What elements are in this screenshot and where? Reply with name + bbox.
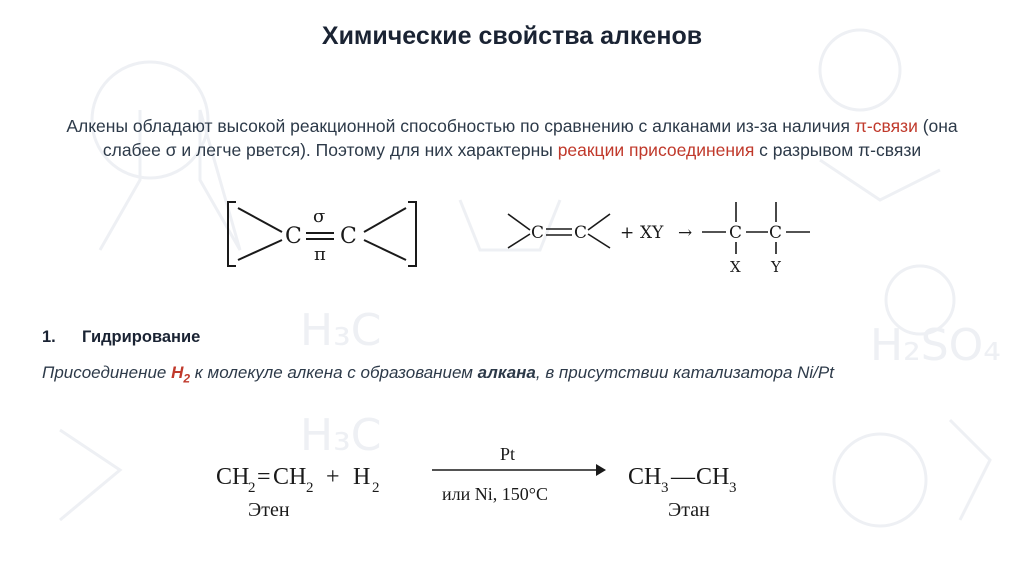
bond-atom-left: C: [285, 224, 302, 249]
product1-subscript: 3: [661, 480, 669, 496]
svg-text:H₂SO₄: H₂SO₄: [870, 320, 1001, 371]
catalyst-top: Pt: [500, 444, 516, 464]
product-atom-1: C: [729, 223, 743, 243]
pi-label: π: [314, 244, 326, 265]
intro-text-3: с разрывом π-связи: [754, 140, 922, 160]
ethane-name: Этан: [668, 499, 710, 521]
page-title: Химические свойства алкенов: [321, 22, 703, 50]
desc-text-2: к молекуле алкена с образованием: [190, 363, 478, 382]
reaction-atom-1: C: [531, 223, 545, 243]
section-heading: [42, 328, 200, 347]
svg-text:H₃C: H₃C: [300, 305, 382, 356]
hydrogenation-equation: [210, 440, 790, 540]
hydrogenation-description: [42, 362, 902, 389]
reaction-arrow-head: [596, 464, 606, 476]
product-bond: —: [671, 464, 695, 490]
reactant1-ch: CH: [216, 464, 250, 490]
reactant2-h: H: [353, 464, 371, 490]
intro-text-2: (она слабее σ и легче рвется). Поэтому для них характерны: [102, 116, 958, 160]
desc-text-1: Присоединение: [42, 363, 172, 382]
catalyst-bottom: или Ni, 150°C: [442, 484, 548, 504]
double-bond-scheme: [222, 198, 422, 270]
product2-subscript: 3: [729, 480, 737, 496]
reactant1b-ch: CH: [273, 464, 307, 490]
hydrogen-subscript: 2: [183, 371, 191, 386]
equation-plus: +: [326, 464, 340, 490]
substituent-y: Y: [771, 258, 781, 276]
desc-text-3: , в присутствии катализатора Ni/Pt: [535, 363, 834, 382]
alkane-term: алкана: [477, 363, 536, 382]
reaction-arrow: →: [678, 223, 693, 243]
intro-text-1: Алкены обладают высокой реакционной способностью по сравнению с алканами из-за наличия: [66, 116, 855, 136]
reactions-highlight: реакции присоединения: [557, 140, 755, 160]
reaction-plus: +: [620, 223, 635, 243]
section-title: Гидрирование: [82, 328, 201, 346]
reaction-atom-2: C: [574, 223, 588, 243]
double-bond-sign: =: [257, 464, 271, 490]
sigma-label: σ: [313, 206, 326, 227]
hydrogen-formula: [171, 363, 191, 386]
general-addition-reaction: [500, 196, 820, 280]
product2-ch: CH: [696, 464, 730, 490]
ethene-name: Этен: [248, 499, 290, 521]
product-atom-2: C: [769, 223, 783, 243]
reactant1-subscript: 2: [248, 480, 256, 496]
section-number: 1.: [42, 328, 56, 346]
substituent-x: X: [730, 258, 741, 276]
reagent-xy: XY: [640, 223, 664, 243]
svg-text:H₃C: H₃C: [300, 410, 382, 461]
reactant2-subscript: 2: [372, 480, 380, 496]
intro-paragraph: [40, 114, 984, 162]
reactant1b-subscript: 2: [306, 480, 314, 496]
product1-ch: CH: [628, 464, 662, 490]
hydrogen-symbol: H: [171, 363, 184, 382]
bond-atom-right: C: [340, 224, 357, 249]
pi-bond-highlight: π-связи: [854, 116, 918, 136]
